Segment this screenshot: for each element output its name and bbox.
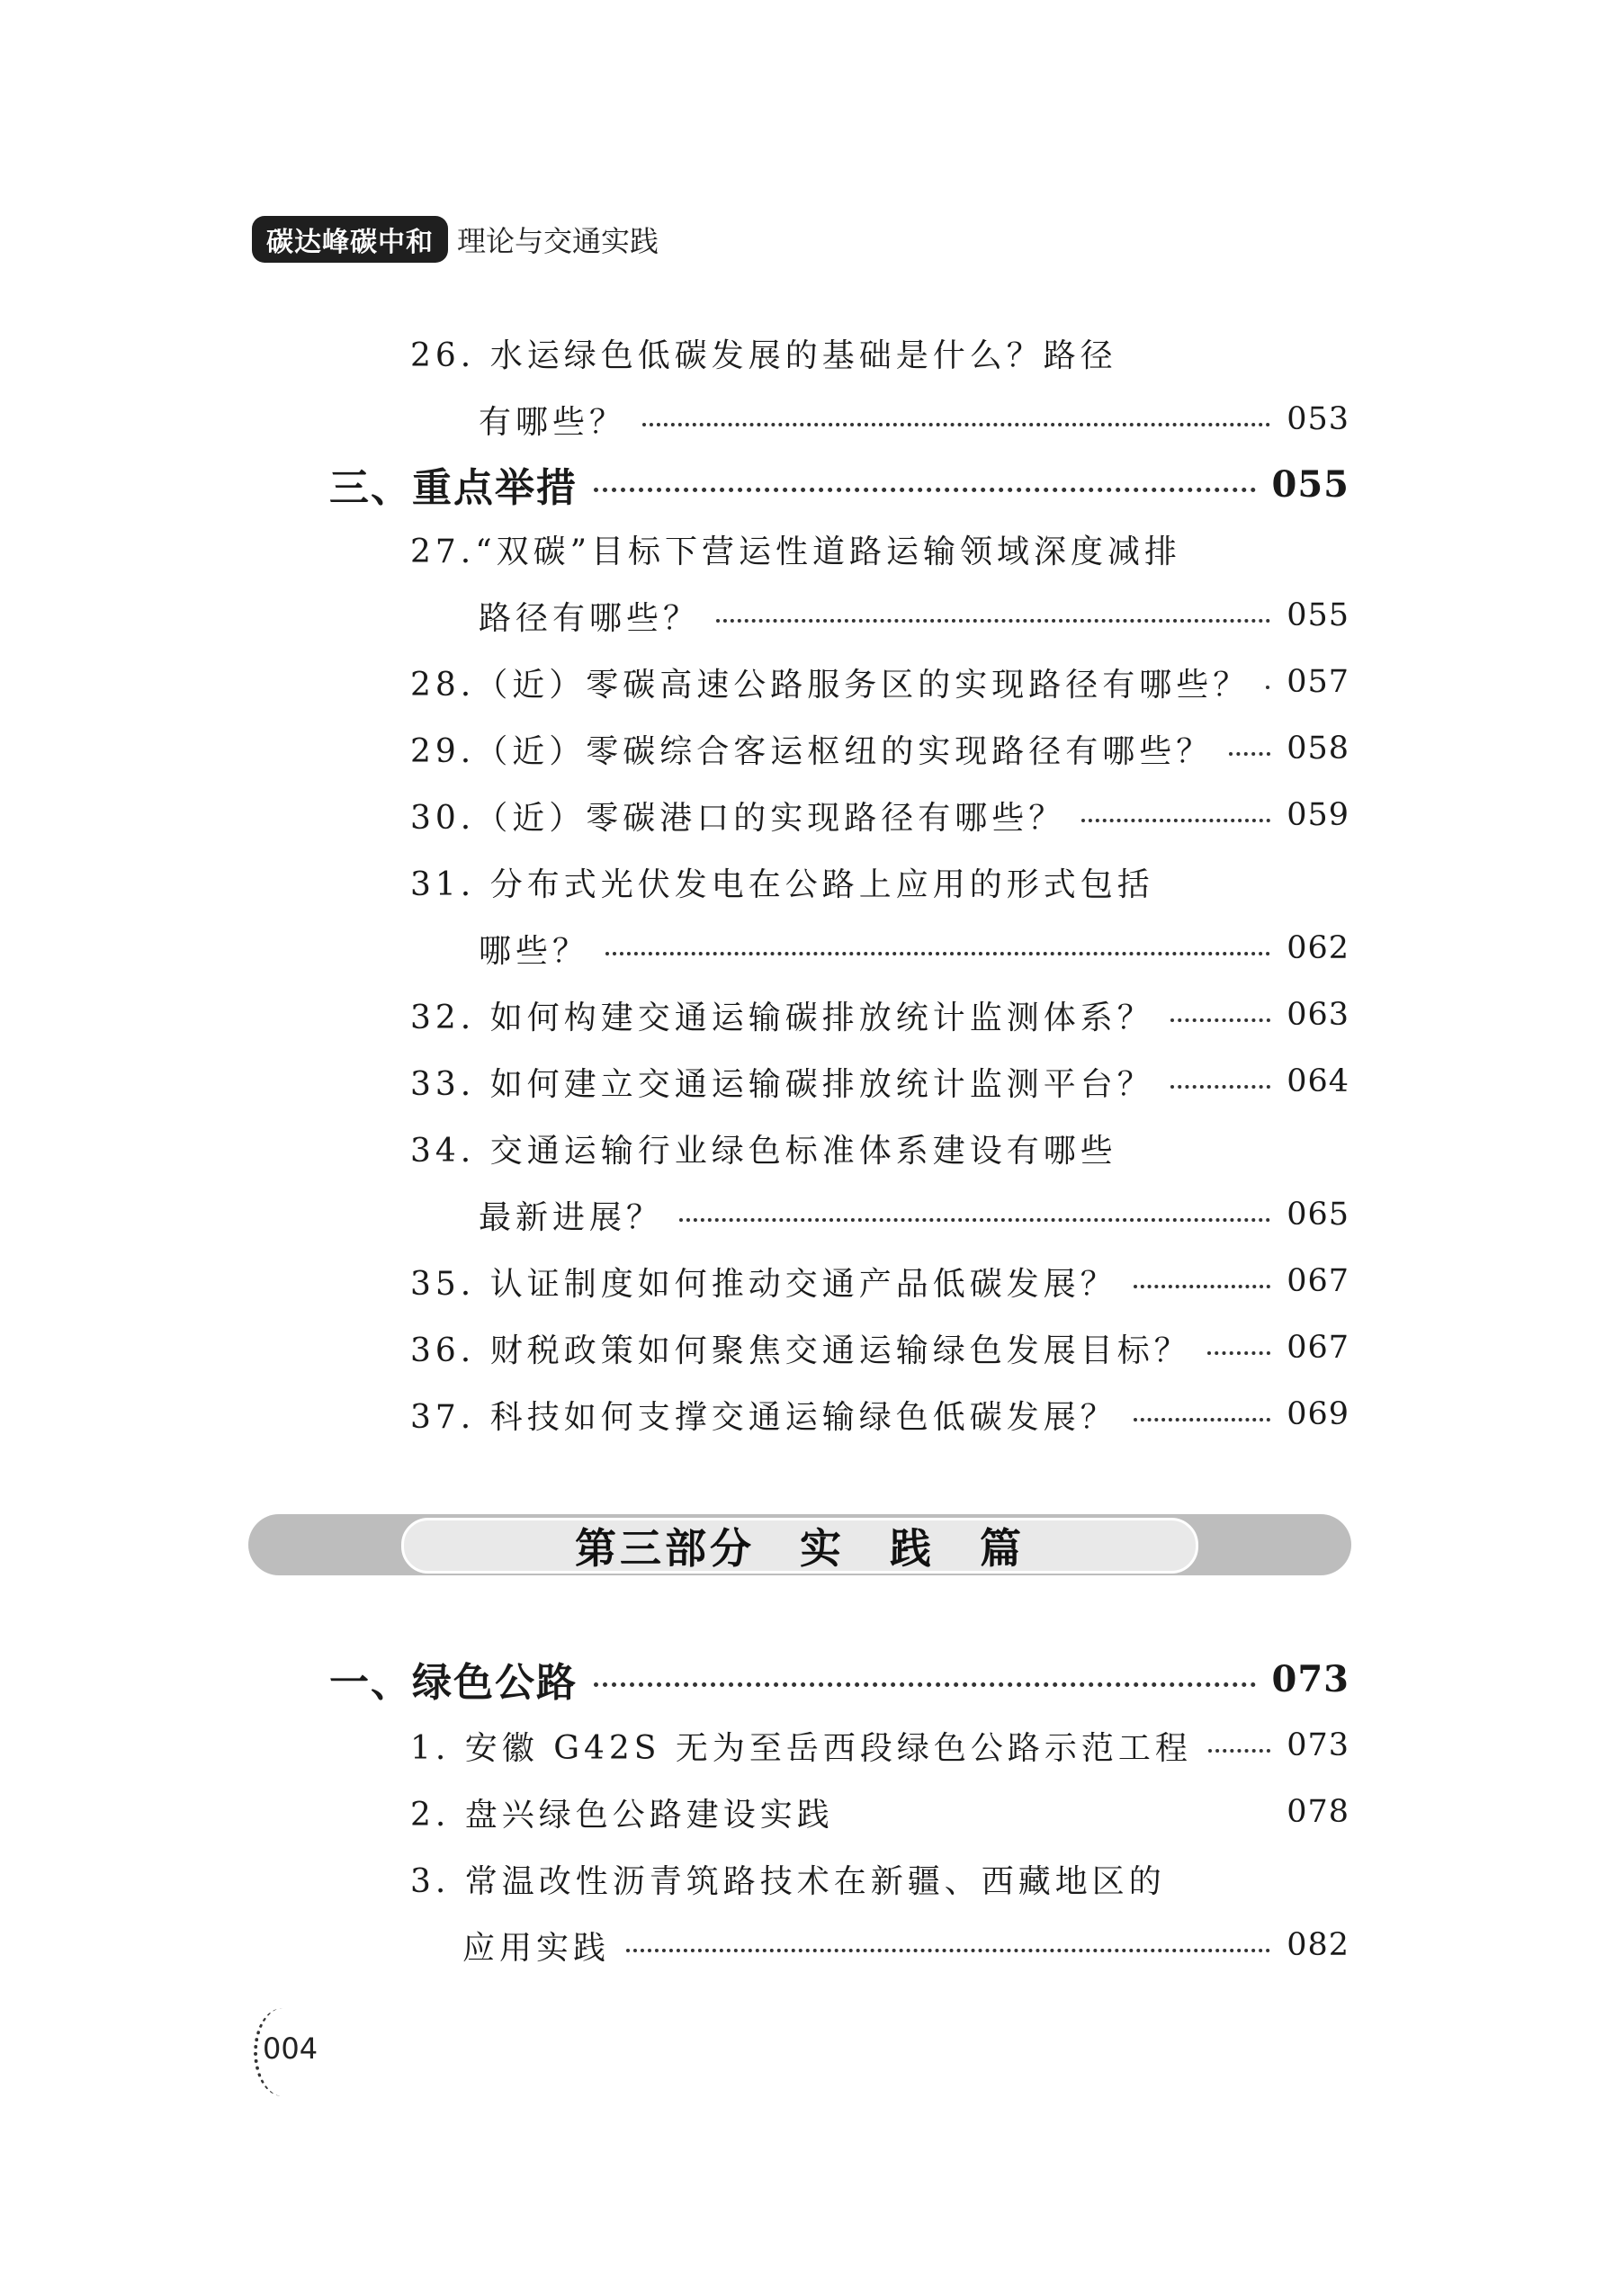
toc-entry-page: 058 [1287, 731, 1349, 767]
dot-leader [1134, 1418, 1270, 1422]
toc-entry-page: 078 [1287, 1794, 1349, 1830]
part-title: 第三部分 实 践 篇 [575, 1524, 1025, 1573]
toc-entry-title: 33. 如何建立交通运输碳排放统计监测平台？ [410, 1065, 1154, 1103]
dot-leader [716, 619, 1270, 623]
toc-entry[interactable] [410, 722, 1349, 776]
toc-entry-title: 31. 分布式光伏发电在公路上应用的形式包括 [410, 865, 1154, 903]
toc-entry[interactable] [410, 326, 1117, 380]
dot-leader [1170, 1085, 1270, 1089]
toc-entry-title: 哪些？ [479, 932, 590, 970]
toc-entry[interactable] [410, 788, 1349, 842]
toc-entry-page: 055 [1287, 597, 1349, 633]
toc-entry[interactable] [329, 457, 1349, 511]
toc-entry[interactable] [410, 1387, 1349, 1441]
dot-leader [679, 1218, 1270, 1222]
toc-entry[interactable] [410, 1785, 1349, 1839]
dot-leader [1134, 1285, 1270, 1288]
toc-entry-title: 应用实践 [462, 1929, 611, 1967]
book-subtitle: 理论与交通实践 [457, 224, 659, 258]
dot-leader [1229, 752, 1270, 756]
toc-entry-title: 三、重点举措 [329, 465, 578, 511]
part-banner-inner [401, 1518, 1198, 1574]
toc-entry-page: 062 [1287, 930, 1349, 966]
toc-entry-title: 最新进展？ [479, 1198, 664, 1236]
toc-entry-title: 27.“双碳”目标下营运性道路运输领域深度减排 [410, 533, 1182, 570]
toc-entry[interactable] [462, 1918, 1349, 1972]
toc-entry-page: 067 [1287, 1330, 1349, 1366]
toc-entry-page: 065 [1287, 1197, 1349, 1233]
toc-entry[interactable] [410, 1852, 1166, 1906]
toc-entry-title: 一、绿色公路 [329, 1660, 578, 1706]
part-banner [248, 1514, 1351, 1575]
dot-leader [1207, 1351, 1270, 1355]
toc-entry[interactable] [410, 655, 1349, 709]
toc-entry-title: 28.（近）零碳高速公路服务区的实现路径有哪些？ [410, 666, 1251, 704]
dot-leader [642, 423, 1270, 426]
dot-leader [594, 488, 1256, 492]
toc-entry-title: 路径有哪些？ [479, 599, 701, 637]
toc-entry[interactable] [410, 1321, 1349, 1375]
toc-entry-title: 36. 财税政策如何聚焦交通运输绿色发展目标？ [410, 1332, 1191, 1369]
toc-entry-title: 34. 交通运输行业绿色标准体系建设有哪些 [410, 1132, 1117, 1170]
toc-entry-page: 057 [1287, 664, 1349, 700]
toc-entry-title: 29.（近）零碳综合客运枢纽的实现路径有哪些？ [410, 732, 1214, 770]
page-number: 004 [263, 2031, 318, 2066]
toc-entry-page: 073 [1271, 1657, 1349, 1700]
toc-entry[interactable] [479, 588, 1349, 642]
toc-entry[interactable] [410, 1054, 1349, 1108]
toc-entry-page: 073 [1287, 1727, 1349, 1763]
toc-entry[interactable] [410, 855, 1154, 909]
toc-entry[interactable] [410, 1254, 1349, 1308]
toc-entry[interactable] [410, 1718, 1349, 1772]
toc-entry-page: 053 [1287, 401, 1349, 437]
dot-leader [1208, 1749, 1270, 1753]
dot-leader [605, 952, 1270, 955]
toc-entry-page: 064 [1287, 1063, 1349, 1099]
toc-entry[interactable] [410, 522, 1181, 576]
dot-leader [1266, 686, 1270, 689]
toc-entry-title: 1. 安徽 G42S 无为至岳西段绿色公路示范工程 [410, 1729, 1192, 1767]
toc-entry[interactable] [410, 988, 1349, 1042]
toc-entry-title: 30.（近）零碳港口的实现路径有哪些？ [410, 799, 1066, 837]
page-number-ornament [254, 2008, 318, 2096]
dot-leader [1081, 819, 1270, 822]
running-header [252, 214, 659, 265]
toc-entry[interactable] [329, 1652, 1349, 1706]
toc-entry[interactable] [479, 392, 1349, 446]
toc-entry[interactable] [410, 1121, 1117, 1175]
toc-entry[interactable] [479, 921, 1349, 975]
dot-leader [1170, 1018, 1270, 1022]
toc-entry-title: 26. 水运绿色低碳发展的基础是什么？路径 [410, 336, 1117, 374]
book-title-badge: 碳达峰碳中和 [252, 216, 448, 263]
toc-entry[interactable] [479, 1188, 1349, 1242]
dot-leader [626, 1949, 1270, 1952]
toc-entry-page: 082 [1287, 1927, 1349, 1963]
dot-leader [594, 1682, 1256, 1687]
toc-entry-title: 3. 常温改性沥青筑路技术在新疆、西藏地区的 [410, 1862, 1166, 1900]
toc-entry-page: 067 [1287, 1263, 1349, 1299]
toc-entry-title: 37. 科技如何支撑交通运输绿色低碳发展？ [410, 1398, 1117, 1436]
toc-entry-title: 32. 如何构建交通运输碳排放统计监测体系？ [410, 999, 1154, 1036]
toc-entry-page: 063 [1287, 997, 1349, 1033]
toc-entry-page: 059 [1287, 797, 1349, 833]
toc-entry-title: 35. 认证制度如何推动交通产品低碳发展？ [410, 1265, 1117, 1303]
toc-entry-title: 2. 盘兴绿色公路建设实践 [410, 1796, 834, 1834]
toc-entry-page: 069 [1287, 1396, 1349, 1432]
toc-entry-page: 055 [1271, 462, 1349, 506]
toc-entry-title: 有哪些？ [479, 403, 627, 441]
